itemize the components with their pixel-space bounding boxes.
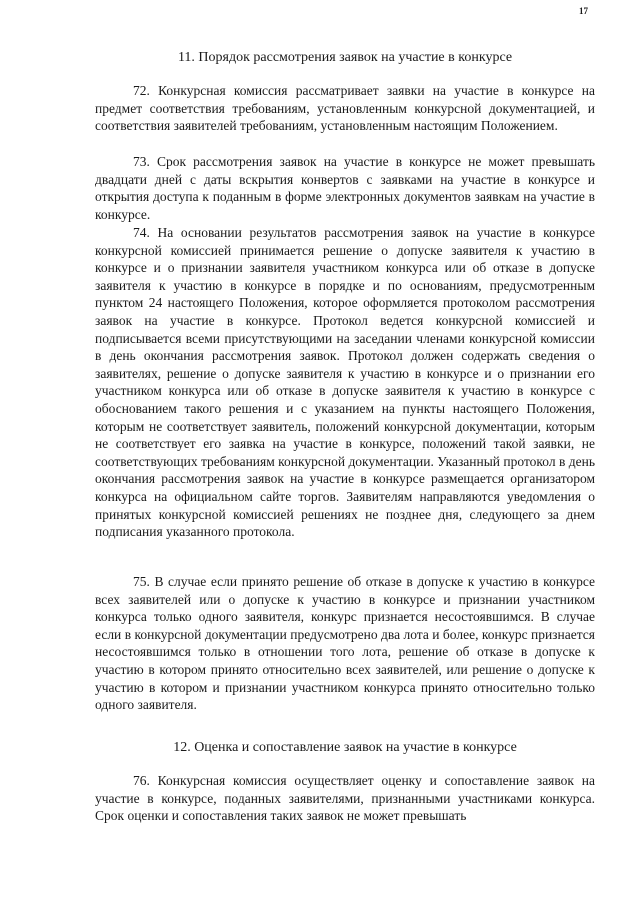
paragraph-72: 72. Конкурсная комиссия рассматривает заявки на участие в конкурсе на предмет соответствия требованиям, установленным конкурсной документацией, и соответствия заявителей требованиям, установленным настоящим Положением.: [95, 83, 595, 134]
page-number: 17: [579, 6, 588, 16]
paragraph-74: 74. На основании результатов рассмотрения заявок на участие в конкурсе конкурсной комиссией принимается решение о допуске заявителя к участию в конкурсе и о признании заявителя участником конкурса или об отказе в допуске заявителя к участию в конкурсе в порядке и по основаниям, предусмотренным пунктом 24 настоящего Положения, которое оформляется протоколом рассмотрения заявок на участие в конкурсе. Протокол ведется конкурсной комиссией и подписывается всеми присутствующими на заседании членами конкурсной комиссии в день окончания рассмотрения заявок. Протокол должен содержать сведения о заявителях, решение о допуске заявителя к участию в конкурсе и о признании его участником конкурса или об отказе в допуске заявителя к участию в конкурсе с обоснованием такого решения и с указанием на пункты настоящего Положения, которым не соответствует заявитель, положений конкурсной документации, которым не соответствует его заявка на участие в конкурсе, положений такой заявки, не соответствующих требованиям конкурсной документации. Указанный протокол в день окончания рассмотрения заявок на участие в конкурсе размещается организатором конкурса на официальном сайте торгов. Заявителям направляются уведомления о принятых конкурсной комиссией решениях не позднее дня, следующего за днем подписания указанного протокола.: [95, 225, 595, 540]
section-heading-12: 12. Оценка и сопоставление заявок на участие в конкурсе: [173, 740, 517, 755]
paragraph-75: 75. В случае если принято решение об отказе в допуске к участию в конкурсе всех заявителей или о допуске к участию в конкурсе и признании участником конкурса только одного заявителя, конкурс признается несостоявшимся. В случае если в конкурсной документации предусмотрено два лота и более, конкурс признается несостоявшимся только в отношении того лота, решение об отказе в допуске к участию в котором принято относительно всех заявителей, или решение о допуске к участию в котором и признании участником конкурса принято относительно только одного заявителя.: [95, 574, 595, 713]
section-heading-11: 11. Порядок рассмотрения заявок на участие в конкурсе: [177, 50, 513, 65]
paragraph-76: 76. Конкурсная комиссия осуществляет оценку и сопоставление заявок на участие в конкурсе, поданных заявителями, признанными участниками конкурса. Срок оценки и сопоставления таких заявок не может превышать: [95, 773, 595, 824]
paragraph-73: 73. Срок рассмотрения заявок на участие в конкурсе не может превышать двадцати дней с даты вскрытия конвертов с заявками на участие в конкурсе и открытия доступа к поданным в форме электронных документов заявкам на участие в конкурсе.: [95, 154, 595, 222]
